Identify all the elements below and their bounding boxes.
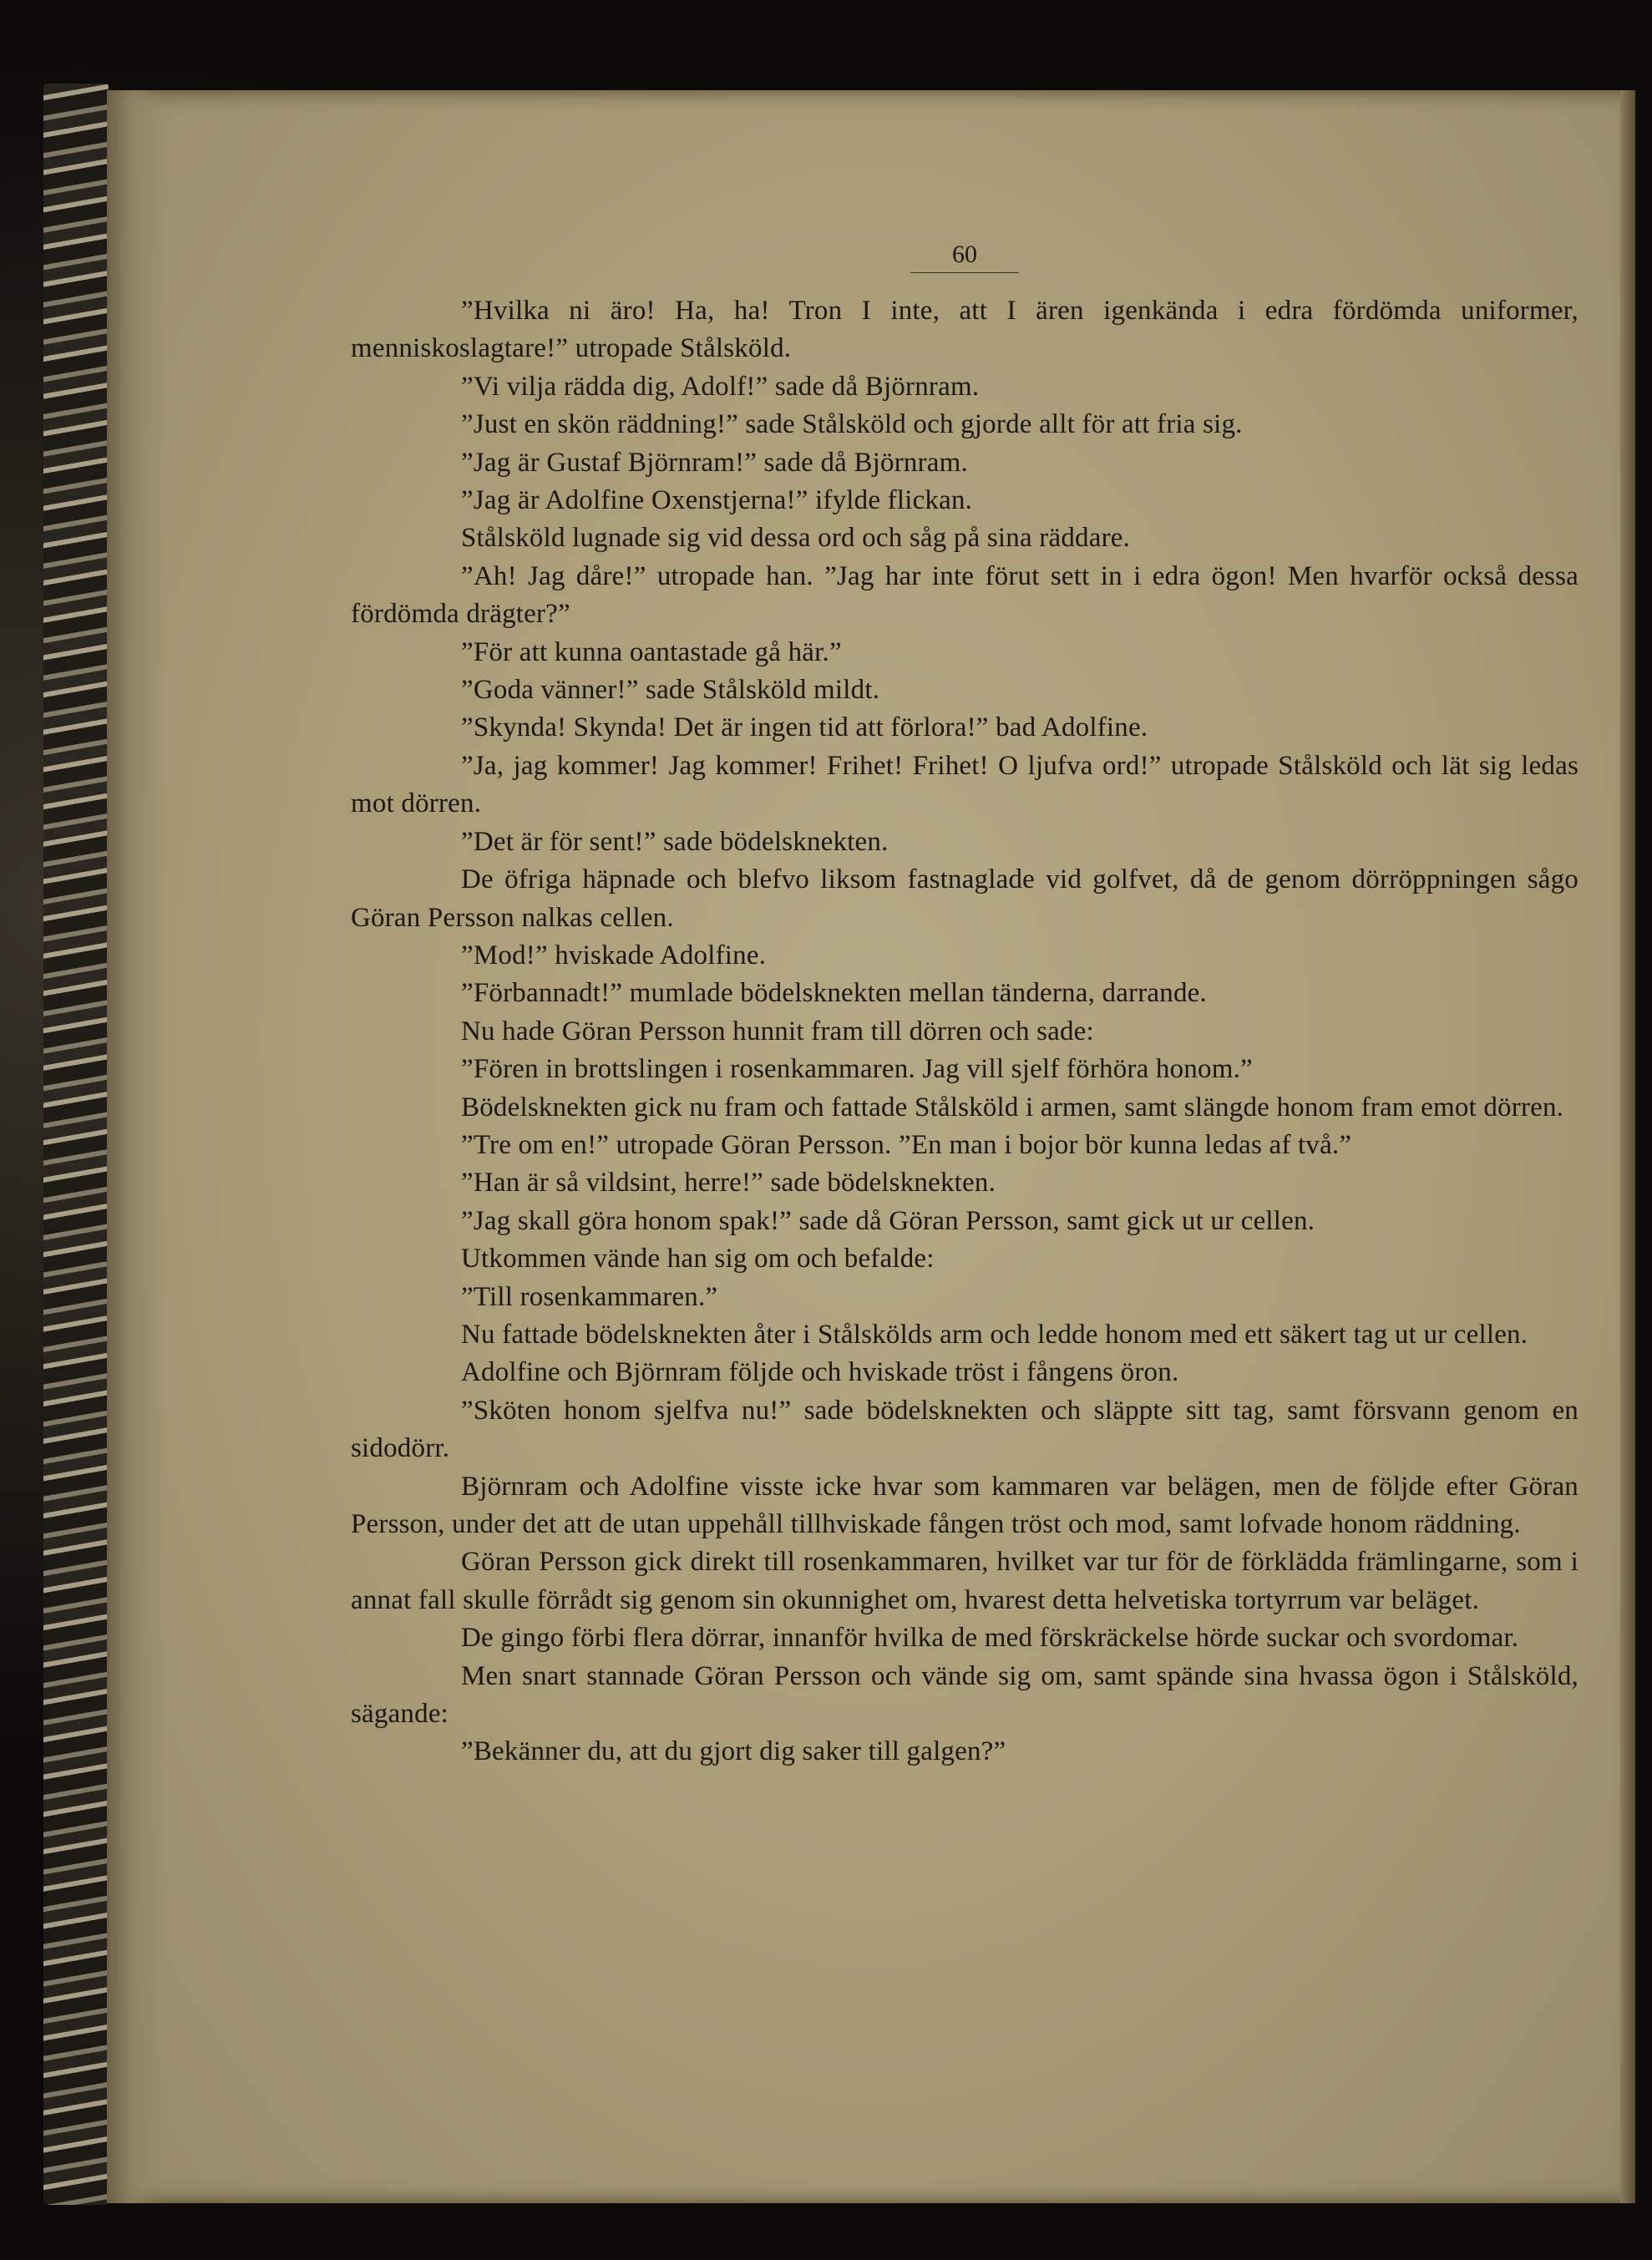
paragraph: Stålsköld lugnade sig vid dessa ord och såg på sina räddare. xyxy=(461,523,1131,554)
paragraph: ”Tre om en!” utropade Göran Persson. ”En man i bojor bör kunna ledas af två.” xyxy=(461,1129,1352,1160)
paragraph: ”Jag är Gustaf Björnram!” sade då Björnram. xyxy=(461,447,968,478)
page-body-text xyxy=(351,238,1579,1771)
paragraph: ”Han är så vildsint, herre!” sade bödelsknekten. xyxy=(461,1168,996,1198)
paragraph: ”Vi vilja rädda dig, Adolf!” sade då Björnram. xyxy=(461,371,980,402)
paragraph: ”Det är för sent!” sade bödelsknekten. xyxy=(461,826,889,857)
paragraph: ”Skynda! Skynda! Det är ingen tid att förlora!” bad Adolfine. xyxy=(461,712,1148,743)
paragraph: Men snart stannade Göran Persson och vände sig om, samt spände sina hvassa ögon i Stålsköld, sägande: xyxy=(351,1660,1579,1730)
paragraph: ”Mod!” hviskade Adolfine. xyxy=(461,940,767,970)
paragraph: ”Förbannadt!” mumlade bödelsknekten mellan tänderna, darrande. xyxy=(461,978,1207,1009)
page-number: 60 xyxy=(910,241,1019,273)
paragraph: Adolfine och Björnram följde och hviskade tröst i fångens öron. xyxy=(461,1357,1179,1388)
paragraph: Nu hade Göran Persson hunnit fram till dörren och sade: xyxy=(461,1016,1094,1046)
paragraph: ”Ah! Jag dåre!” utropade han. ”Jag har inte förut sett in i edra ögon! Men hvarför också dessa fördömda drägter?” xyxy=(351,560,1579,630)
paragraph: Göran Persson gick direkt till rosenkammaren, hvilket var tur för de förklädda främlingarne, som i annat fall skulle förrådt sig genom sin okunnighet om, hvarest detta helvetiska tortyrrum var beläget. xyxy=(351,1547,1579,1615)
paragraph: ”Ja, jag kommer! Jag kommer! Frihet! Frihet! O ljufva ord!” utropade Stålsköld och lät sig ledas mot dörren. xyxy=(351,750,1579,819)
paragraph: ”Bekänner du, att du gjort dig saker till galgen?” xyxy=(461,1736,1006,1767)
paragraph: ”Just en skön räddning!” sade Stålsköld och gjorde allt för att fria sig. xyxy=(461,409,1243,440)
paragraph: ”Goda vänner!” sade Stålsköld mildt. xyxy=(461,675,880,706)
paragraph: ”För att kunna oantastade gå här.” xyxy=(461,636,842,667)
paragraph: ”Till rosenkammaren.” xyxy=(461,1281,718,1312)
paragraph: ”Jag skall göra honom spak!” sade då Göran Persson, samt gick ut ur cellen. xyxy=(461,1205,1315,1236)
paragraph: Nu fattade bödelsknekten åter i Stålskölds arm och ledde honom med ett säkert tag ut ur cellen. xyxy=(461,1319,1528,1350)
paragraph: Bödelsknekten gick nu fram och fattade Stålsköld i armen, samt slängde honom fram emot dörren. xyxy=(461,1092,1564,1122)
paragraph: De öfriga häpnade och blefvo liksom fastnaglade vid golfvet, då de genom dörröppningen sågo Göran Persson nalkas cellen. xyxy=(351,864,1579,933)
paragraph: ”Sköten honom sjelfva nu!” sade bödelsknekten och släppte sitt tag, samt försvann genom en sidodörr. xyxy=(351,1395,1579,1464)
paragraph: Utkommen vände han sig om och befalde: xyxy=(461,1244,935,1274)
paragraph: De gingo förbi flera dörrar, innanför hvilka de med förskräckelse hörde suckar och svordomar. xyxy=(461,1623,1519,1654)
page-right-edge xyxy=(1620,90,1635,2203)
paragraph: ”Jag är Adolfine Oxenstjerna!” ifylde flickan. xyxy=(461,485,973,516)
paragraph: ”Hvilka ni äro! Ha, ha! Tron I inte, att I ären igenkända i edra fördömda uniformer, menniskoslagtare!” utropade Stålsköld. xyxy=(351,296,1579,364)
marbled-cover-edge xyxy=(43,84,109,2205)
paragraph: Björnram och Adolfine visste icke hvar som kammaren var belägen, men de följde efter Göran Persson, under det att de utan uppehåll tillhviskade fången tröst och mod, samt lofvade honom räddning. xyxy=(351,1471,1579,1539)
paragraph: ”Fören in brottslingen i rosenkammaren. Jag vill sjelf förhöra honom.” xyxy=(461,1054,1253,1085)
page-gutter-shadow xyxy=(107,90,165,2203)
